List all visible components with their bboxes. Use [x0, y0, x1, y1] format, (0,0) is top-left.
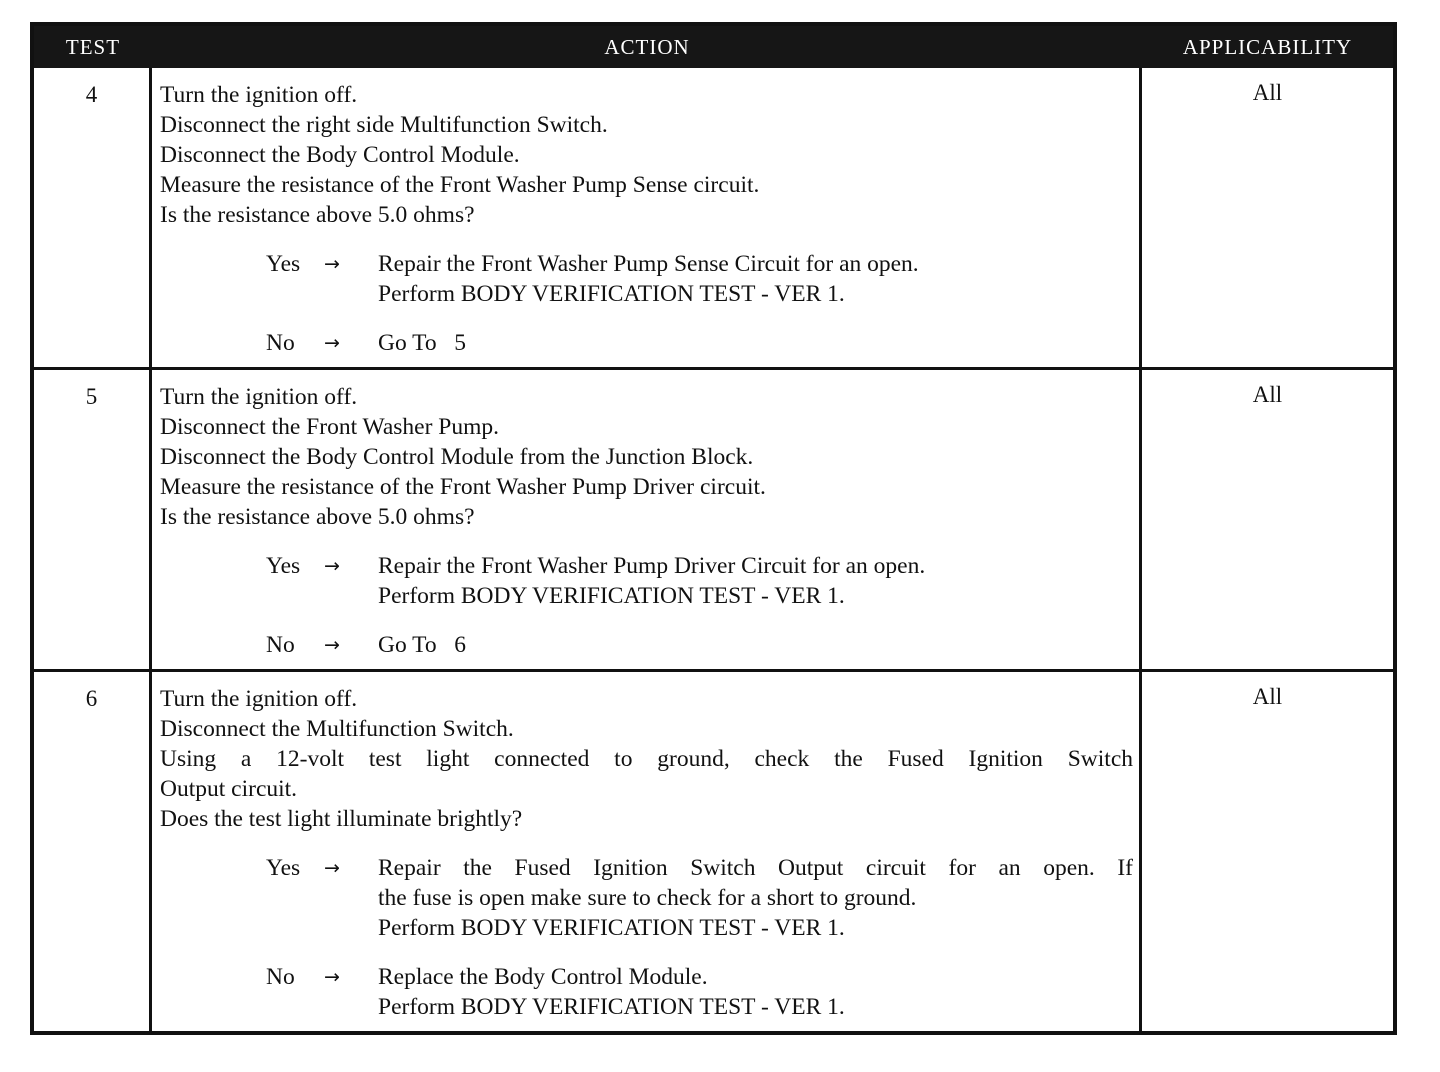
yes-result: [378, 853, 1133, 943]
action-step: Disconnect the Multifunction Switch.: [160, 716, 514, 742]
yes-answer: [266, 249, 1133, 309]
no-label: No: [266, 964, 295, 990]
no-result: [378, 328, 1133, 358]
action-cell: [152, 370, 1142, 669]
yes-label: Yes: [266, 553, 301, 579]
action-step: Using a 12-volt test light connected to ground, check the Fused Ignition Switch: [160, 746, 1133, 772]
table-header: [34, 26, 1393, 68]
arrow-icon: →: [324, 332, 340, 354]
action-step: Is the resistance above 5.0 ohms?: [160, 202, 475, 228]
result-line: Repair the Front Washer Pump Driver Circuit for an open.: [378, 553, 926, 579]
action-step: Disconnect the right side Multifunction Switch.: [160, 112, 608, 138]
applicability-cell: All: [1252, 80, 1283, 105]
action-cell: [152, 68, 1142, 367]
table-row: [34, 367, 1393, 669]
arrow-icon: →: [324, 634, 340, 656]
header-action: ACTION: [604, 34, 690, 59]
no-answer: [266, 630, 1133, 660]
table-row: [34, 669, 1393, 1031]
result-line: Replace the Body Control Module.: [378, 964, 708, 990]
no-answer: [266, 328, 1133, 358]
action-step: Does the test light illuminate brightly?: [160, 806, 523, 832]
action-step: Turn the ignition off.: [160, 686, 358, 712]
yes-answer: [266, 853, 1133, 943]
no-answer: [266, 962, 1133, 1022]
action-step: Disconnect the Body Control Module from the Junction Block.: [160, 444, 754, 470]
header-test: TEST: [65, 34, 121, 59]
yes-result: [378, 249, 1133, 309]
result-line: Go To 5: [378, 330, 467, 356]
yes-answer: [266, 551, 1133, 611]
arrow-icon: →: [324, 857, 340, 879]
arrow-icon: →: [324, 253, 340, 275]
answer-block: [160, 551, 1133, 660]
applicability-cell: All: [1252, 382, 1283, 407]
action-step: Disconnect the Front Washer Pump.: [160, 414, 500, 440]
table-row: [34, 68, 1393, 367]
test-number: 4: [34, 68, 152, 367]
arrow-icon: →: [324, 966, 340, 988]
answer-block: [160, 249, 1133, 358]
action-step: Is the resistance above 5.0 ohms?: [160, 504, 475, 530]
action-step: Turn the ignition off.: [160, 82, 358, 108]
result-line: Perform BODY VERIFICATION TEST - VER 1.: [378, 583, 845, 609]
test-number: 6: [34, 672, 152, 1031]
action-step: Disconnect the Body Control Module.: [160, 142, 520, 168]
yes-label: Yes: [266, 251, 301, 277]
result-line: the fuse is open make sure to check for a short to ground.: [378, 885, 917, 911]
no-result: [378, 630, 1133, 660]
yes-label: Yes: [266, 855, 301, 881]
answer-block: [160, 853, 1133, 1022]
header-applicability: APPLICABILITY: [1182, 34, 1353, 59]
yes-result: [378, 551, 1133, 611]
no-label: No: [266, 632, 295, 658]
no-result: [378, 962, 1133, 1022]
action-step: Turn the ignition off.: [160, 384, 358, 410]
no-label: No: [266, 330, 295, 356]
result-line: Perform BODY VERIFICATION TEST - VER 1.: [378, 915, 845, 941]
test-number: 5: [34, 370, 152, 669]
arrow-icon: →: [324, 555, 340, 577]
action-step: Measure the resistance of the Front Washer Pump Sense circuit.: [160, 172, 760, 198]
result-line: Go To 6: [378, 632, 467, 658]
result-line: Repair the Front Washer Pump Sense Circuit for an open.: [378, 251, 919, 277]
action-cell: [152, 672, 1142, 1031]
applicability-cell: All: [1252, 684, 1283, 709]
result-line: Repair the Fused Ignition Switch Output circuit for an open. If: [378, 855, 1133, 881]
action-step: Output circuit.: [160, 776, 298, 802]
result-line: Perform BODY VERIFICATION TEST - VER 1.: [378, 281, 845, 307]
result-line: Perform BODY VERIFICATION TEST - VER 1.: [378, 994, 845, 1020]
action-step: Measure the resistance of the Front Washer Pump Driver circuit.: [160, 474, 766, 500]
diagnostic-test-table: [30, 22, 1397, 1035]
